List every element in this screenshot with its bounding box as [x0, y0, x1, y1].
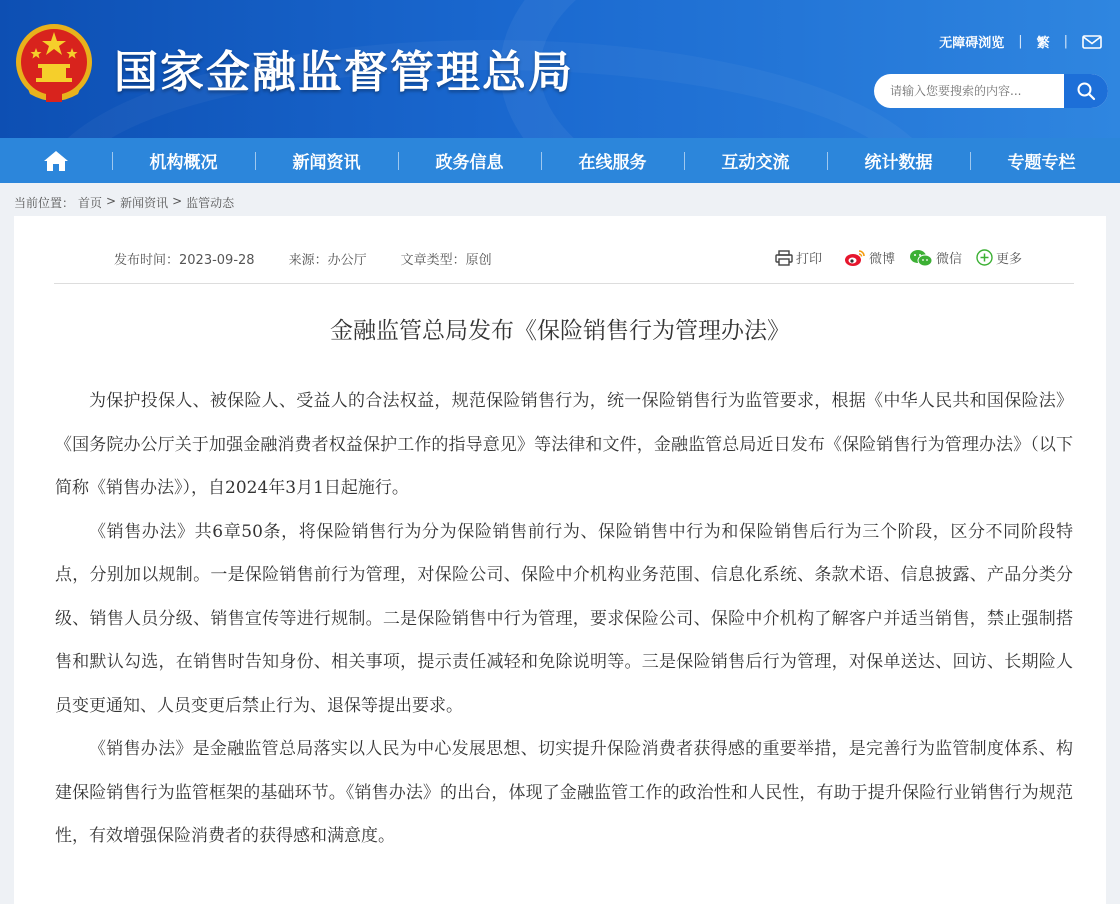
accessibility-link[interactable]: 无障碍浏览 [939, 36, 1005, 51]
nav-item-organization[interactable]: 机构概况 [112, 138, 255, 183]
home-icon [42, 149, 70, 173]
article-card [14, 216, 1106, 904]
nav-item-statistics[interactable]: 统计数据 [827, 138, 970, 183]
wechat-icon [909, 249, 933, 267]
article-type: 文章类型：原创 [400, 253, 492, 268]
breadcrumb-item-home[interactable]: 首页 [78, 196, 103, 210]
breadcrumb-prefix: 当前位置： [14, 196, 75, 210]
share-bar [761, 248, 1022, 267]
article-source: 来源：办公厅 [288, 253, 367, 268]
nav-item-news[interactable]: 新闻资讯 [255, 138, 398, 183]
site-header [0, 0, 1120, 138]
publish-time: 发布时间：2023-09-28 [114, 253, 255, 268]
search-icon [1076, 81, 1096, 101]
more-share-button[interactable] [976, 248, 1022, 267]
nav-home[interactable] [0, 138, 112, 183]
breadcrumb-item-news[interactable]: 新闻资讯 [120, 196, 169, 210]
article-title: 金融监管总局发布《保险销售行为管理办法》 [330, 318, 790, 344]
search-button[interactable] [1064, 74, 1108, 108]
top-links [939, 32, 1102, 51]
nav-item-government-info[interactable]: 政务信息 [398, 138, 541, 183]
print-label: 打印 [795, 252, 822, 267]
weibo-share-button[interactable] [844, 248, 895, 267]
print-button[interactable] [775, 248, 822, 267]
main-nav [0, 138, 1120, 183]
nav-item-online-services[interactable]: 在线服务 [541, 138, 684, 183]
breadcrumb [14, 194, 238, 211]
weibo-label: 微博 [868, 252, 895, 267]
search-box [874, 74, 1108, 108]
wechat-share-button[interactable] [909, 248, 962, 267]
search-input[interactable] [874, 74, 1068, 108]
mail-icon[interactable] [1082, 35, 1102, 49]
plus-circle-icon [976, 249, 993, 266]
breadcrumb-separator: > [106, 194, 117, 208]
article-paragraph: 为保护投保人、被保险人、受益人的合法权益，规范保险销售行为，统一保险销售行为监管要求，根据《中华人民共和国保险法》《国务院办公厅关于加强金融消费者权益保护工作的指导意见》等法律和文件，金融监管总局近日发布《保险销售行为管理办法》（以下简称《销售办法》），自2024年3月1日起施行。 [55, 391, 1073, 498]
site-title[interactable]: 国家金融监督管理总局 [114, 47, 574, 98]
weibo-icon [844, 249, 866, 267]
printer-icon [775, 250, 793, 266]
nav-item-interaction[interactable]: 互动交流 [684, 138, 827, 183]
more-label: 更多 [995, 252, 1022, 267]
article-paragraph: 《销售办法》共6章50条，将保险销售行为分为保险销售前行为、保险销售中行为和保险销售后行为三个阶段，区分不同阶段特点，分别加以规制。一是保险销售前行为管理，对保险公司、保险中介机构业务范围、信息化系统、条款术语、信息披露、产品分类分级、销售人员分级、销售宣传等进行规制。二是保险销售中行为管理，要求保险公司、保险中介机构了解客户并适当销售，禁止强制搭售和默认勾选，在销售时告知身份、相关事项，提示责任减轻和免除说明等。三是保险销售后行为管理，对保单送达、回访、长期险人员变更通知、人员变更后禁止行为、退保等提出要求。 [55, 521, 1073, 716]
national-emblem-icon[interactable] [14, 22, 94, 106]
article-meta [114, 249, 526, 268]
divider: | [1018, 34, 1023, 49]
wechat-label: 微信 [935, 252, 962, 267]
nav-item-special-topics[interactable]: 专题专栏 [970, 138, 1113, 183]
breadcrumb-separator: > [172, 194, 183, 208]
meta-divider [54, 283, 1074, 284]
divider: | [1063, 34, 1068, 49]
article-body [55, 380, 1073, 859]
article-paragraph: 《销售办法》是金融监管总局落实以人民为中心发展思想、切实提升保险消费者获得感的重要举措，是完善行为监管制度体系、构建保险销售行为监管框架的基础环节。《销售办法》的出台，体现了金融监管工作的政治性和人民性，有助于提升保险行业销售行为规范性，有效增强保险消费者的获得感和满意度。 [55, 739, 1073, 846]
breadcrumb-item-supervision[interactable]: 监管动态 [186, 196, 235, 210]
traditional-chinese-link[interactable]: 繁 [1036, 36, 1050, 51]
